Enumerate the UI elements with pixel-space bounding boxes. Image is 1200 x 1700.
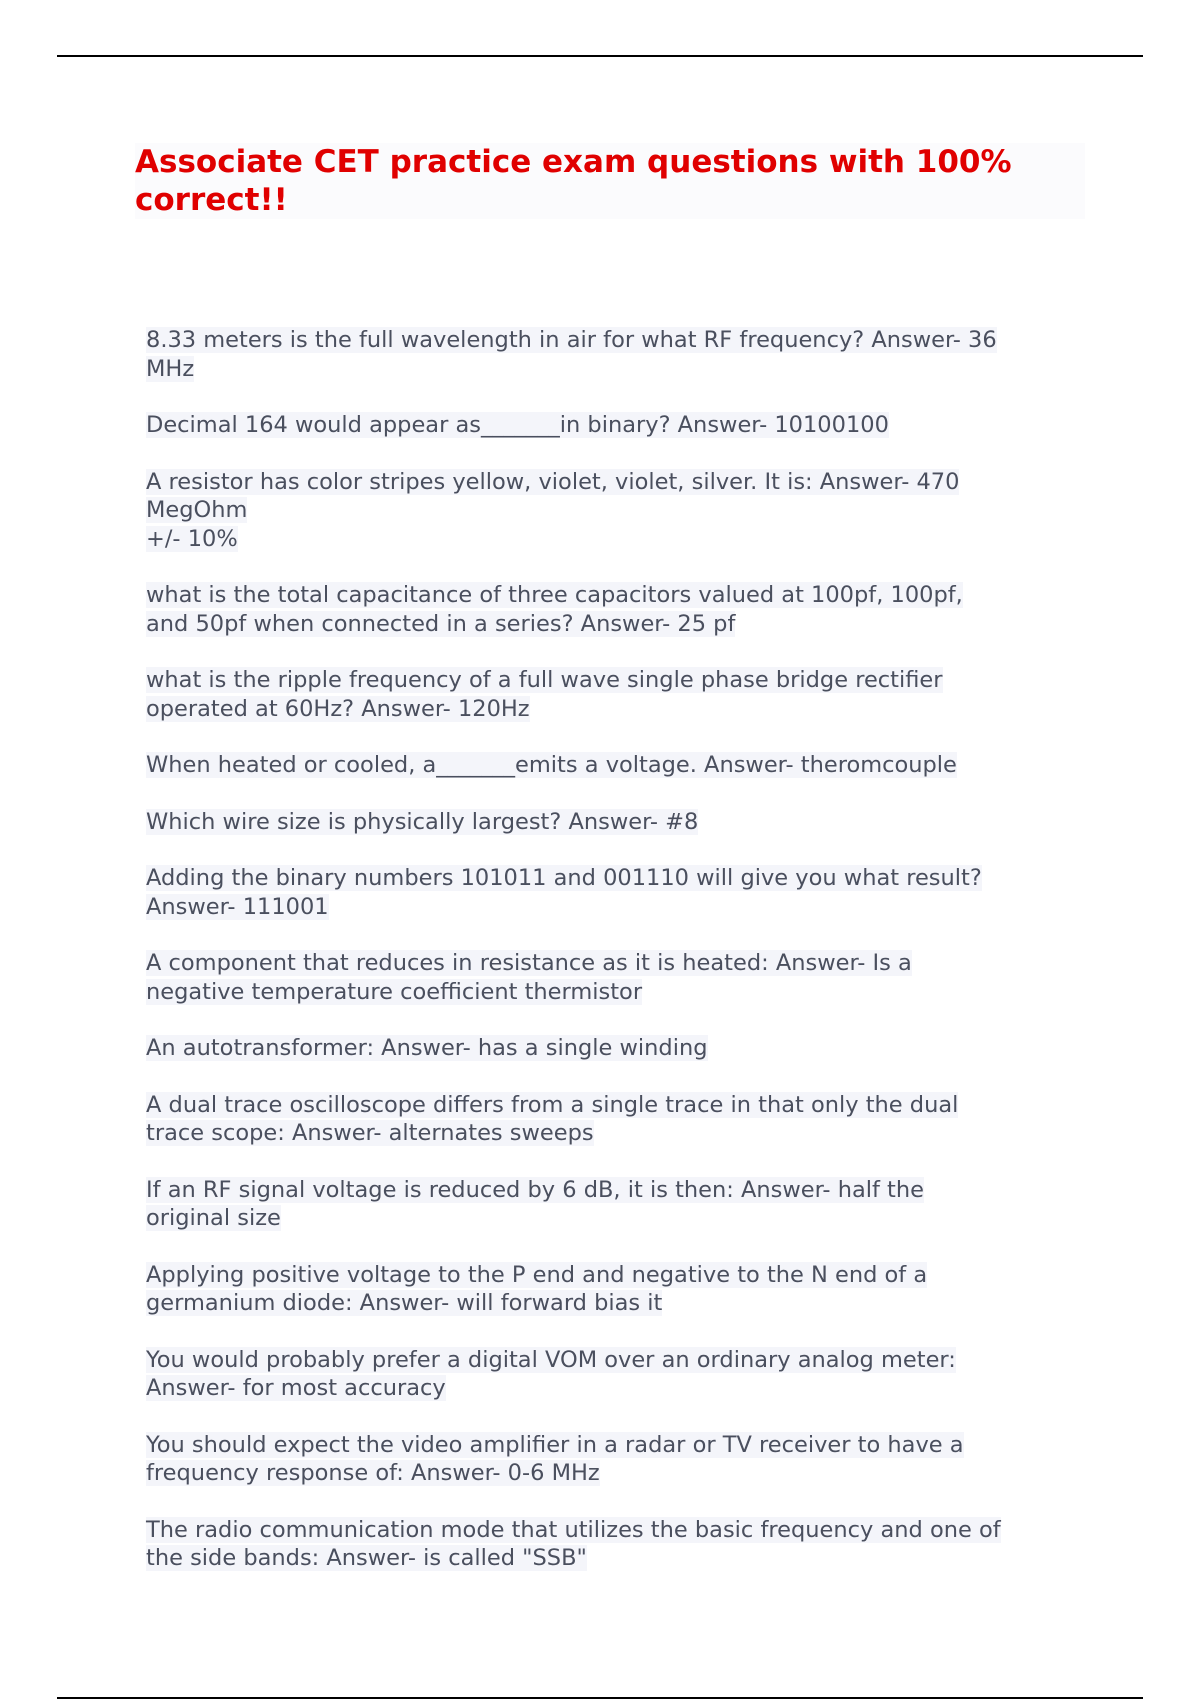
qa-item — [146, 666, 1076, 723]
qa-item — [146, 1516, 1076, 1573]
qa-item — [146, 326, 1076, 383]
qa-text: A component that reduces in resistance as it is heated: Answer- Is a negative temperature coefficient thermistor — [146, 950, 912, 1005]
qa-item — [146, 411, 1076, 440]
qa-text: A dual trace oscilloscope differs from a single trace in that only the dual trace scope: Answer- alternates sweeps — [146, 1091, 959, 1146]
qa-item — [146, 581, 1076, 638]
qa-item — [146, 949, 1076, 1006]
qa-item — [146, 1431, 1076, 1488]
qa-item — [146, 1176, 1076, 1233]
qa-text: The radio communication mode that utilizes the basic frequency and one of the side bands: Answer- is called "SSB" — [146, 1516, 1001, 1571]
qa-item — [146, 1346, 1076, 1403]
qa-text: You should expect the video amplifier in a radar or TV receiver to have a frequency response of: Answer- 0-6 MHz — [146, 1431, 964, 1486]
qa-text: Applying positive voltage to the P end and negative to the N end of a germanium diode: Answer- will forward bias it — [146, 1261, 928, 1316]
qa-item — [146, 1091, 1076, 1148]
qa-text: You would probably prefer a digital VOM over an ordinary analog meter: Answer- for most accuracy — [146, 1346, 956, 1401]
qa-text: Decimal 164 would appear as_______in binary? Answer- 10100100 — [146, 412, 889, 438]
qa-text: 8.33 meters is the full wavelength in air for what RF frequency? Answer- 36 MHz — [146, 327, 997, 382]
qa-text: Adding the binary numbers 101011 and 001110 will give you what result? Answer- 111001 — [146, 865, 982, 920]
qa-text: Which wire size is physically largest? Answer- #8 — [146, 808, 699, 835]
qa-text: A resistor has color stripes yellow, violet, violet, silver. It is: Answer- 470 MegOhm +/- 10% — [146, 468, 960, 552]
qa-text: what is the ripple frequency of a full wave single phase bridge rectifier operated at 60Hz? Answer- 120Hz — [146, 667, 943, 722]
qa-text: When heated or cooled, a_______emits a voltage. Answer- theromcouple — [146, 752, 957, 778]
qa-item — [146, 1261, 1076, 1318]
qa-item — [146, 864, 1076, 921]
top-rule — [57, 55, 1143, 57]
qa-list — [146, 326, 1076, 1601]
bottom-rule — [57, 1697, 1143, 1699]
qa-item — [146, 751, 1076, 780]
qa-item — [146, 808, 1076, 837]
qa-text: If an RF signal voltage is reduced by 6 dB, it is then: Answer- half the original size — [146, 1176, 924, 1231]
qa-item — [146, 1034, 1076, 1063]
qa-text: what is the total capacitance of three capacitors valued at 100pf, 100pf, and 50pf when connected in a series? Answer- 25 pf — [146, 582, 963, 637]
qa-item — [146, 468, 1076, 554]
qa-text: An autotransformer: Answer- has a single winding — [146, 1035, 708, 1061]
document-title: Associate CET practice exam questions with 100% correct!! — [135, 143, 1085, 219]
